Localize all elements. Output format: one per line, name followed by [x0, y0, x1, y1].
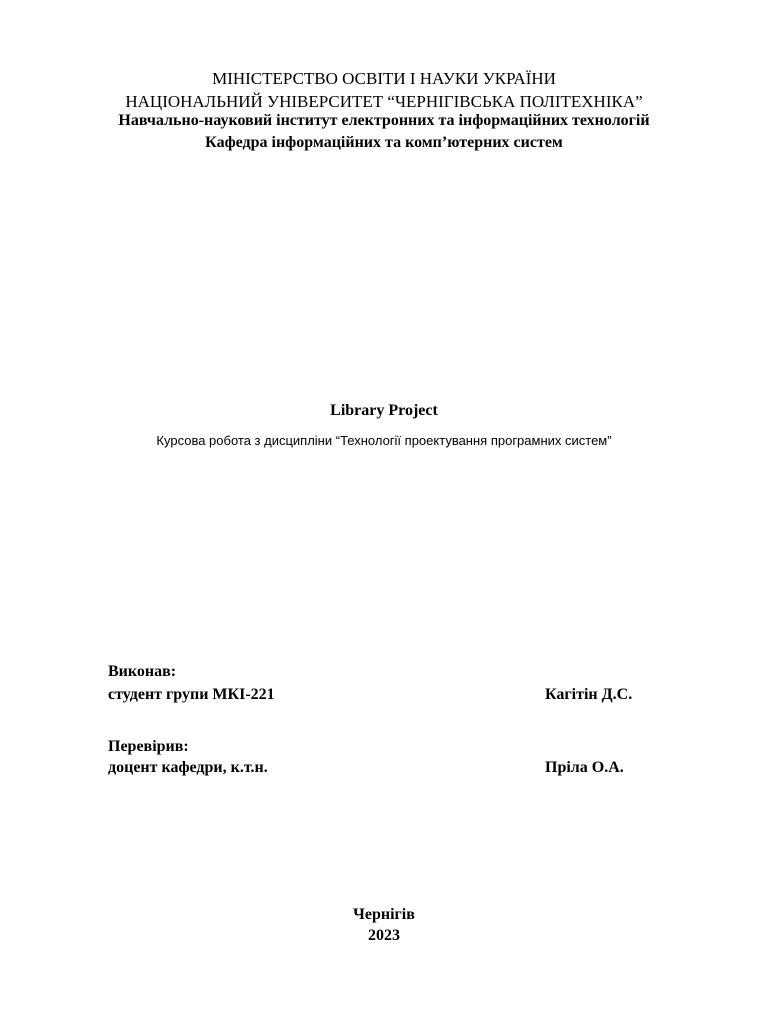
year-label: 2023 [368, 927, 400, 944]
institute-heading: Навчально-науковий інститут електронних та інформаційних технологій [118, 112, 650, 129]
performer-role: студент групи МКІ-221 [108, 686, 275, 703]
city-label: Чернігів [353, 906, 415, 923]
university-heading: НАЦІОНАЛЬНИЙ УНІВЕРСИТЕТ “ЧЕРНІГІВСЬКА ПОЛІТЕХНІКА” [125, 92, 643, 111]
work-title: Library Project [330, 402, 438, 419]
performer-name: Кагітін Д.С. [545, 686, 633, 703]
reviewer-label: Перевірив: [108, 738, 189, 755]
ministry-heading: МІНІСТЕРСТВО ОСВІТИ І НАУКИ УКРАЇНИ [212, 69, 556, 88]
performer-label: Виконав: [108, 663, 177, 680]
department-heading: Кафедра інформаційних та комп’ютерних систем [205, 134, 563, 151]
reviewer-role: доцент кафедри, к.т.н. [108, 759, 268, 776]
reviewer-name: Пріла О.А. [545, 759, 624, 776]
work-subtitle: Курсова робота з дисципліни “Технології проектування програмних систем” [156, 433, 612, 448]
